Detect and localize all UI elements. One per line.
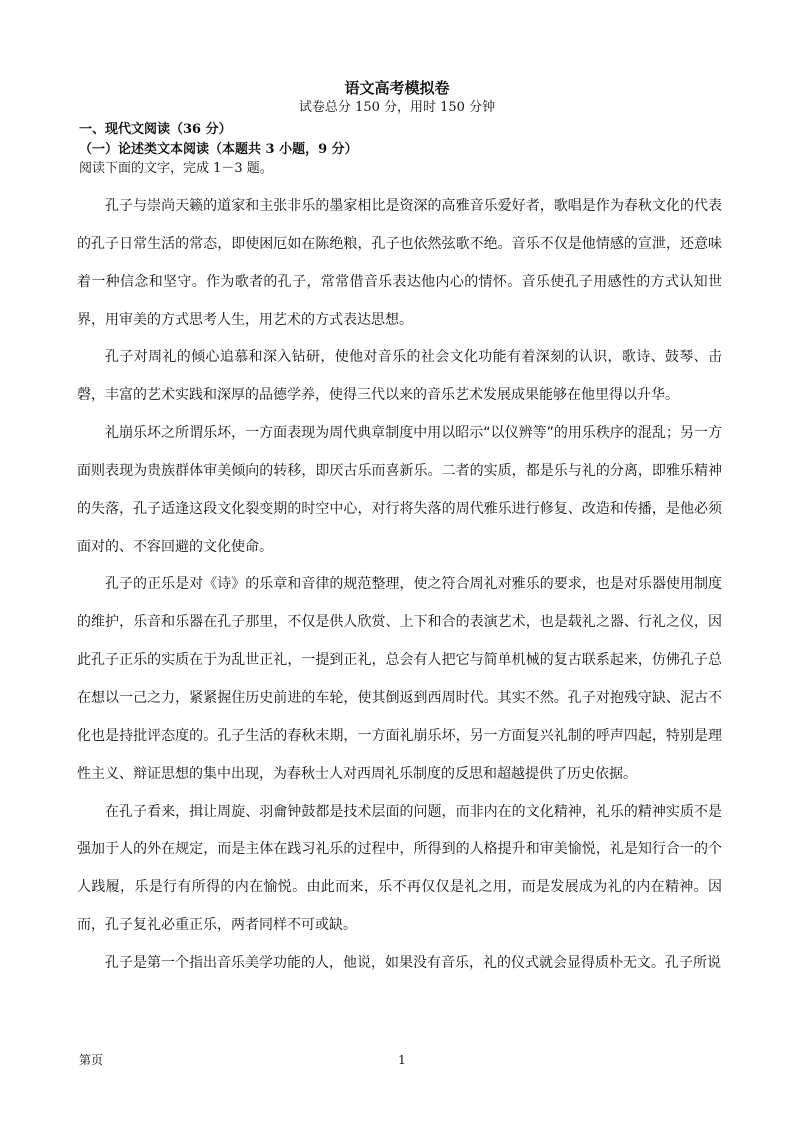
passage-paragraph: 孔子是第一个指出音乐美学功能的人，他说，如果没有音乐，礼的仪式就会显得质朴无文。孔子所说: [105, 954, 721, 971]
passage-paragraph: 孔子对周礼的倾心追慕和深入钻研，使他对音乐的社会文化功能有着深刻的认识，歌诗、鼓琴、击磬，丰富的艺术实践和深厚的品德学养，使得三代以来的音乐艺术发展成果能够在他里得以升华。: [77, 349, 722, 404]
section-heading: 一、现代文阅读（36 分）: [79, 122, 232, 137]
passage-paragraph: 礼崩乐坏之所谓乐坏，一方面表现为周代典章制度中用以昭示“以仪辨等”的用乐秩序的混乱；另一方面则表现为贵族群体审美倾向的转移，即厌古乐而喜新乐。二者的实质，都是乐与礼的分离，即雅乐精神的失落，孔子适逢这段文化裂变期的时空中心，对行将失落的周代雅乐进行修复、改造和传播，是他必须面对的、不容回避的文化使命。: [77, 425, 722, 555]
passage-paragraph: 孔子与崇尚天籁的道家和主张非乐的墨家相比是资深的高雅音乐爱好者，歌唱是作为春秋文化的代表的孔子日常生活的常态，即使困厄如在陈绝粮，孔子也依然弦歌不绝。音乐不仅是他情感的宣泄，还意味着一种信念和坚守。作为歌者的孔子，常常借音乐表达他内心的情怀。音乐使孔子用感性的方式认知世界，用审美的方式思考人生，用艺术的方式表达思想。: [77, 198, 722, 328]
footer-page-number: 1: [398, 1053, 406, 1067]
passage-paragraph: 在孔子看来，揖让周旋、羽龠钟鼓都是技术层面的问题，而非内在的文化精神，礼乐的精神实质不是强加于人的外在规定，而是主体在践习礼乐的过程中，所得到的人格提升和审美愉悦，礼是知行合一的个人践履，乐是行有所得的内在愉悦。由此而来，乐不再仅仅是礼之用，而是发展成为礼的内在精神。因而，孔子复礼必重正乐，两者同样不可或缺。: [77, 803, 722, 934]
reading-passage: [77, 188, 722, 983]
subsection-heading: （一）论述类文本阅读（本题共 3 小题，9 分）: [79, 142, 358, 157]
passage-paragraph: 孔子的正乐是对《诗》的乐章和音律的规范整理，使之符合周礼对雅乐的要求，也是对乐器使用制度的维护，乐音和乐器在孔子那里，不仅是供人欣赏、上下和合的表演艺术，也是载礼之器、行礼之仪，因此孔子正乐的实质在于为乱世正礼，一提到正礼，总会有人把它与简单机械的复古联系起来，仿佛孔子总在想以一己之力，紧紧握住历史前进的车轮，使其倒返到西周时代。其实不然。孔子对抱残守缺、泥古不化也是持批评态度的。孔子生活的春秋末期，一方面礼崩乐坏，另一方面复兴礼制的呼声四起，特别是理性主义、辩证思想的集中出现，为春秋士人对西周礼乐制度的反思和超越提供了历史依据。: [77, 576, 722, 782]
reading-instruction: 阅读下面的文字，完成 1－3 题。: [79, 161, 273, 176]
exam-subtitle: 试卷总分 150 分，用时 150 分钟: [298, 100, 496, 115]
exam-title: 语文高考模拟卷: [344, 79, 450, 97]
footer-page-label: 第页: [79, 1053, 104, 1067]
